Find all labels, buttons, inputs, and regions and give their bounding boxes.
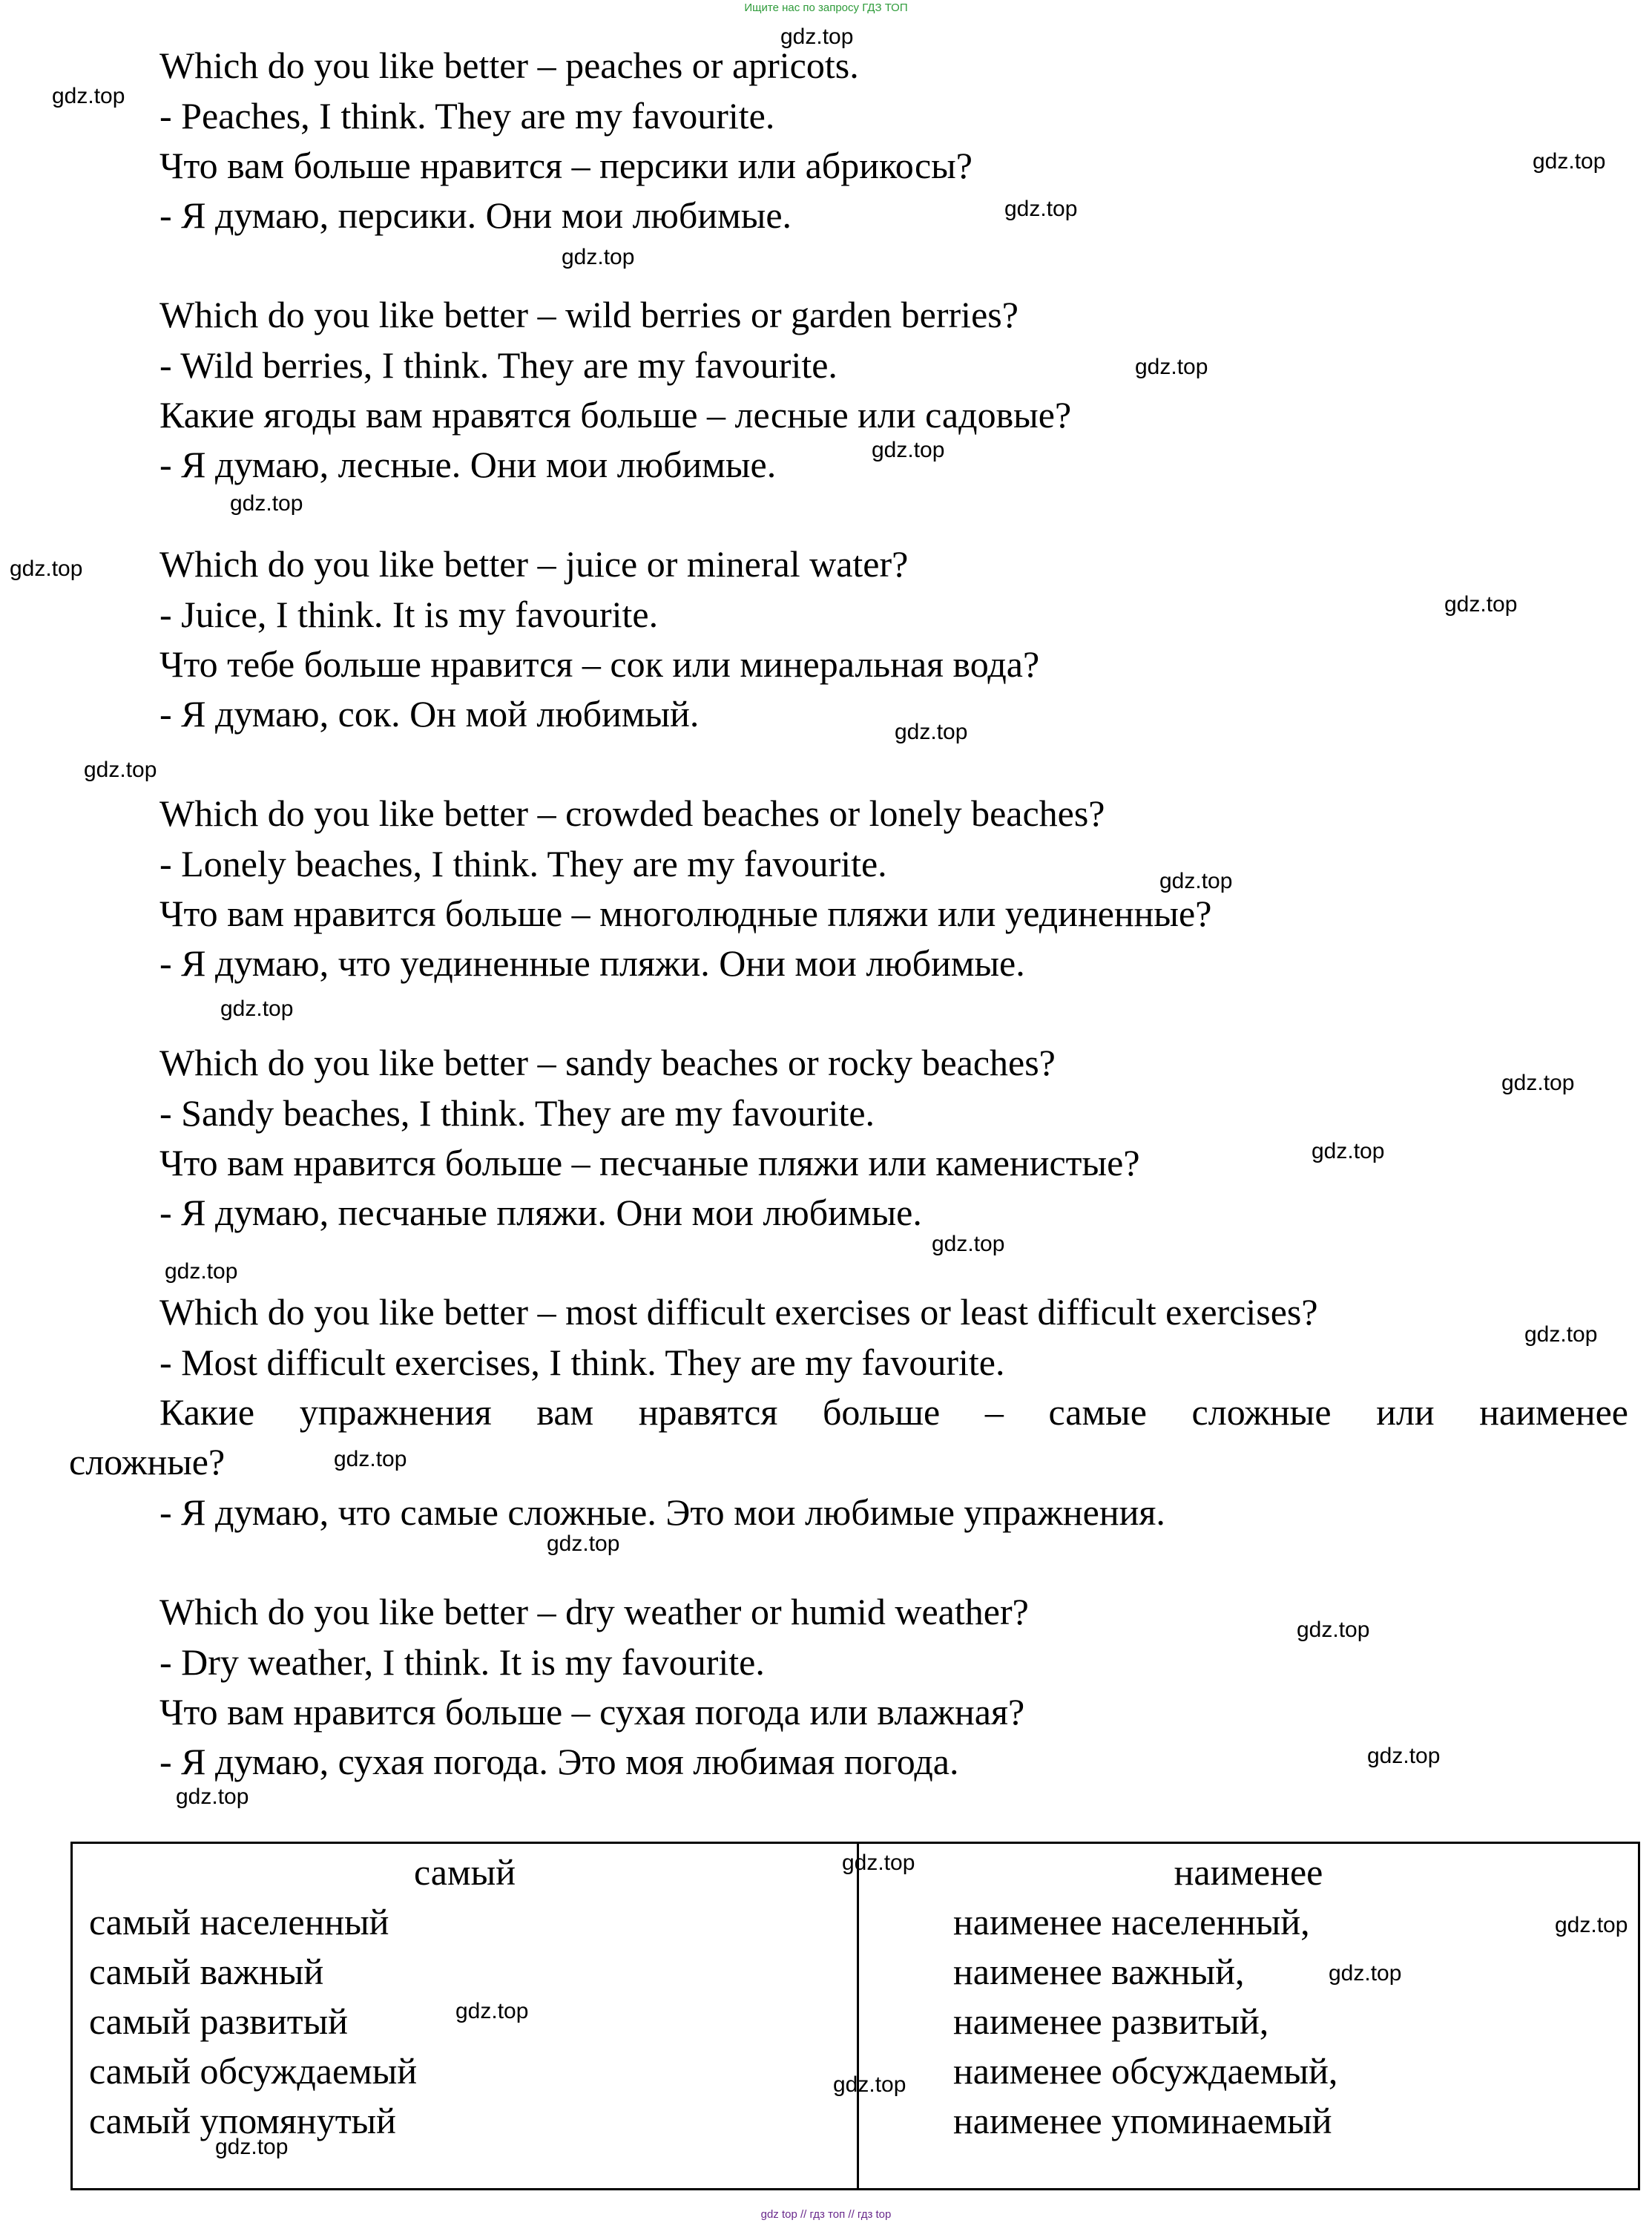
watermark: gdz.top bbox=[833, 2072, 906, 2097]
footer-note: gdz top // гдз топ // гдз top bbox=[760, 2208, 892, 2221]
watermark: gdz.top bbox=[1367, 1744, 1441, 1768]
question-ru-line2: сложные? bbox=[69, 1441, 226, 1482]
watermark: gdz.top bbox=[1524, 1322, 1598, 1347]
watermark: gdz.top bbox=[220, 996, 294, 1021]
watermark: gdz.top bbox=[1312, 1139, 1385, 1163]
question-ru: Что вам нравится больше – многолюдные пляжи или уединенные? bbox=[159, 893, 1212, 934]
watermark: gdz.top bbox=[842, 1851, 915, 1875]
table-divider bbox=[857, 1844, 859, 2188]
watermark: gdz.top bbox=[1329, 1961, 1402, 1986]
table-cell-right: наименее обсуждаемый, bbox=[953, 2050, 1338, 2092]
table-cell-left: самый упомянутый bbox=[89, 2100, 396, 2141]
watermark: gdz.top bbox=[1135, 355, 1208, 379]
watermark: gdz.top bbox=[1159, 869, 1233, 893]
watermark: gdz.top bbox=[52, 84, 125, 108]
question-ru-line1: Какие упражнения вам нравятся больше – самые сложные или наименее bbox=[159, 1391, 1628, 1433]
table-cell-right: наименее важный, bbox=[953, 1951, 1245, 1992]
answer-en: - Juice, I think. It is my favourite. bbox=[159, 594, 659, 635]
table-cell-left: самый обсуждаемый bbox=[89, 2050, 418, 2092]
answer-en: - Wild berries, I think. They are my favourite. bbox=[159, 344, 837, 386]
watermark: gdz.top bbox=[215, 2135, 289, 2159]
header-note: Ищите нас по запросу ГДЗ ТОП bbox=[744, 1, 908, 14]
answer-ru: - Я думаю, песчаные пляжи. Они мои любимые. bbox=[159, 1192, 922, 1233]
watermark: gdz.top bbox=[1297, 1618, 1370, 1642]
table-header-left: самый bbox=[414, 1851, 516, 1893]
watermark: gdz.top bbox=[562, 245, 635, 269]
watermark: gdz.top bbox=[334, 1447, 407, 1471]
watermark: gdz.top bbox=[176, 1784, 249, 1809]
comparison-table bbox=[70, 1842, 1640, 2190]
question-ru: Какие ягоды вам нравятся больше – лесные или садовые? bbox=[159, 394, 1072, 436]
watermark: gdz.top bbox=[1555, 1913, 1628, 1937]
watermark: gdz.top bbox=[1533, 149, 1606, 174]
answer-en: - Most difficult exercises, I think. They are my favourite. bbox=[159, 1342, 1005, 1383]
watermark: gdz.top bbox=[932, 1232, 1005, 1256]
watermark: gdz.top bbox=[455, 1999, 529, 2023]
table-cell-right: наименее развитый, bbox=[953, 2000, 1269, 2042]
table-cell-left: самый важный bbox=[89, 1951, 324, 1992]
answer-ru: - Я думаю, что самые сложные. Это мои любимые упражнения. bbox=[159, 1491, 1165, 1533]
question-ru: Что вам больше нравится – персики или абрикосы? bbox=[159, 145, 973, 186]
table-header-right: наименее bbox=[1174, 1851, 1323, 1893]
answer-en: - Dry weather, I think. It is my favourite. bbox=[159, 1641, 765, 1683]
question-en: Which do you like better – juice or mineral water? bbox=[159, 543, 909, 585]
answer-en: - Sandy beaches, I think. They are my favourite. bbox=[159, 1092, 875, 1134]
question-en: Which do you like better – wild berries or garden berries? bbox=[159, 294, 1018, 335]
table-cell-left: самый развитый bbox=[89, 2000, 348, 2042]
question-en: Which do you like better – dry weather or humid weather? bbox=[159, 1591, 1029, 1632]
answer-ru: - Я думаю, персики. Они мои любимые. bbox=[159, 194, 792, 236]
question-ru: Что тебе больше нравится – сок или минеральная вода? bbox=[159, 643, 1040, 685]
answer-en: - Lonely beaches, I think. They are my favourite. bbox=[159, 843, 887, 884]
question-en: Which do you like better – most difficult exercises or least difficult exercises? bbox=[159, 1291, 1318, 1333]
watermark: gdz.top bbox=[10, 556, 83, 581]
watermark: gdz.top bbox=[165, 1259, 238, 1284]
question-en: Which do you like better – sandy beaches or rocky beaches? bbox=[159, 1042, 1056, 1083]
watermark: gdz.top bbox=[780, 24, 854, 49]
table-cell-left: самый населенный bbox=[89, 1901, 389, 1943]
watermark: gdz.top bbox=[1004, 197, 1078, 221]
question-ru: Что вам нравится больше – сухая погода или влажная? bbox=[159, 1691, 1025, 1733]
answer-ru: - Я думаю, что уединенные пляжи. Они мои любимые. bbox=[159, 942, 1025, 984]
watermark: gdz.top bbox=[895, 720, 968, 744]
answer-ru: - Я думаю, сухая погода. Это моя любимая погода. bbox=[159, 1741, 959, 1782]
answer-ru: - Я думаю, сок. Он мой любимый. bbox=[159, 693, 700, 735]
answer-ru: - Я думаю, лесные. Они мои любимые. bbox=[159, 444, 777, 485]
watermark: gdz.top bbox=[230, 491, 303, 516]
watermark: gdz.top bbox=[84, 758, 157, 782]
watermark: gdz.top bbox=[1444, 592, 1518, 617]
watermark: gdz.top bbox=[872, 438, 945, 462]
question-en: Which do you like better – crowded beaches or lonely beaches? bbox=[159, 792, 1105, 834]
table-cell-right: наименее населенный, bbox=[953, 1901, 1310, 1943]
question-en: Which do you like better – peaches or apricots. bbox=[159, 45, 859, 86]
table-cell-right: наименее упоминаемый bbox=[953, 2100, 1332, 2141]
watermark: gdz.top bbox=[1501, 1071, 1575, 1095]
answer-en: - Peaches, I think. They are my favourite. bbox=[159, 95, 775, 137]
question-ru: Что вам нравится больше – песчаные пляжи или каменистые? bbox=[159, 1142, 1140, 1183]
watermark: gdz.top bbox=[547, 1531, 620, 1556]
